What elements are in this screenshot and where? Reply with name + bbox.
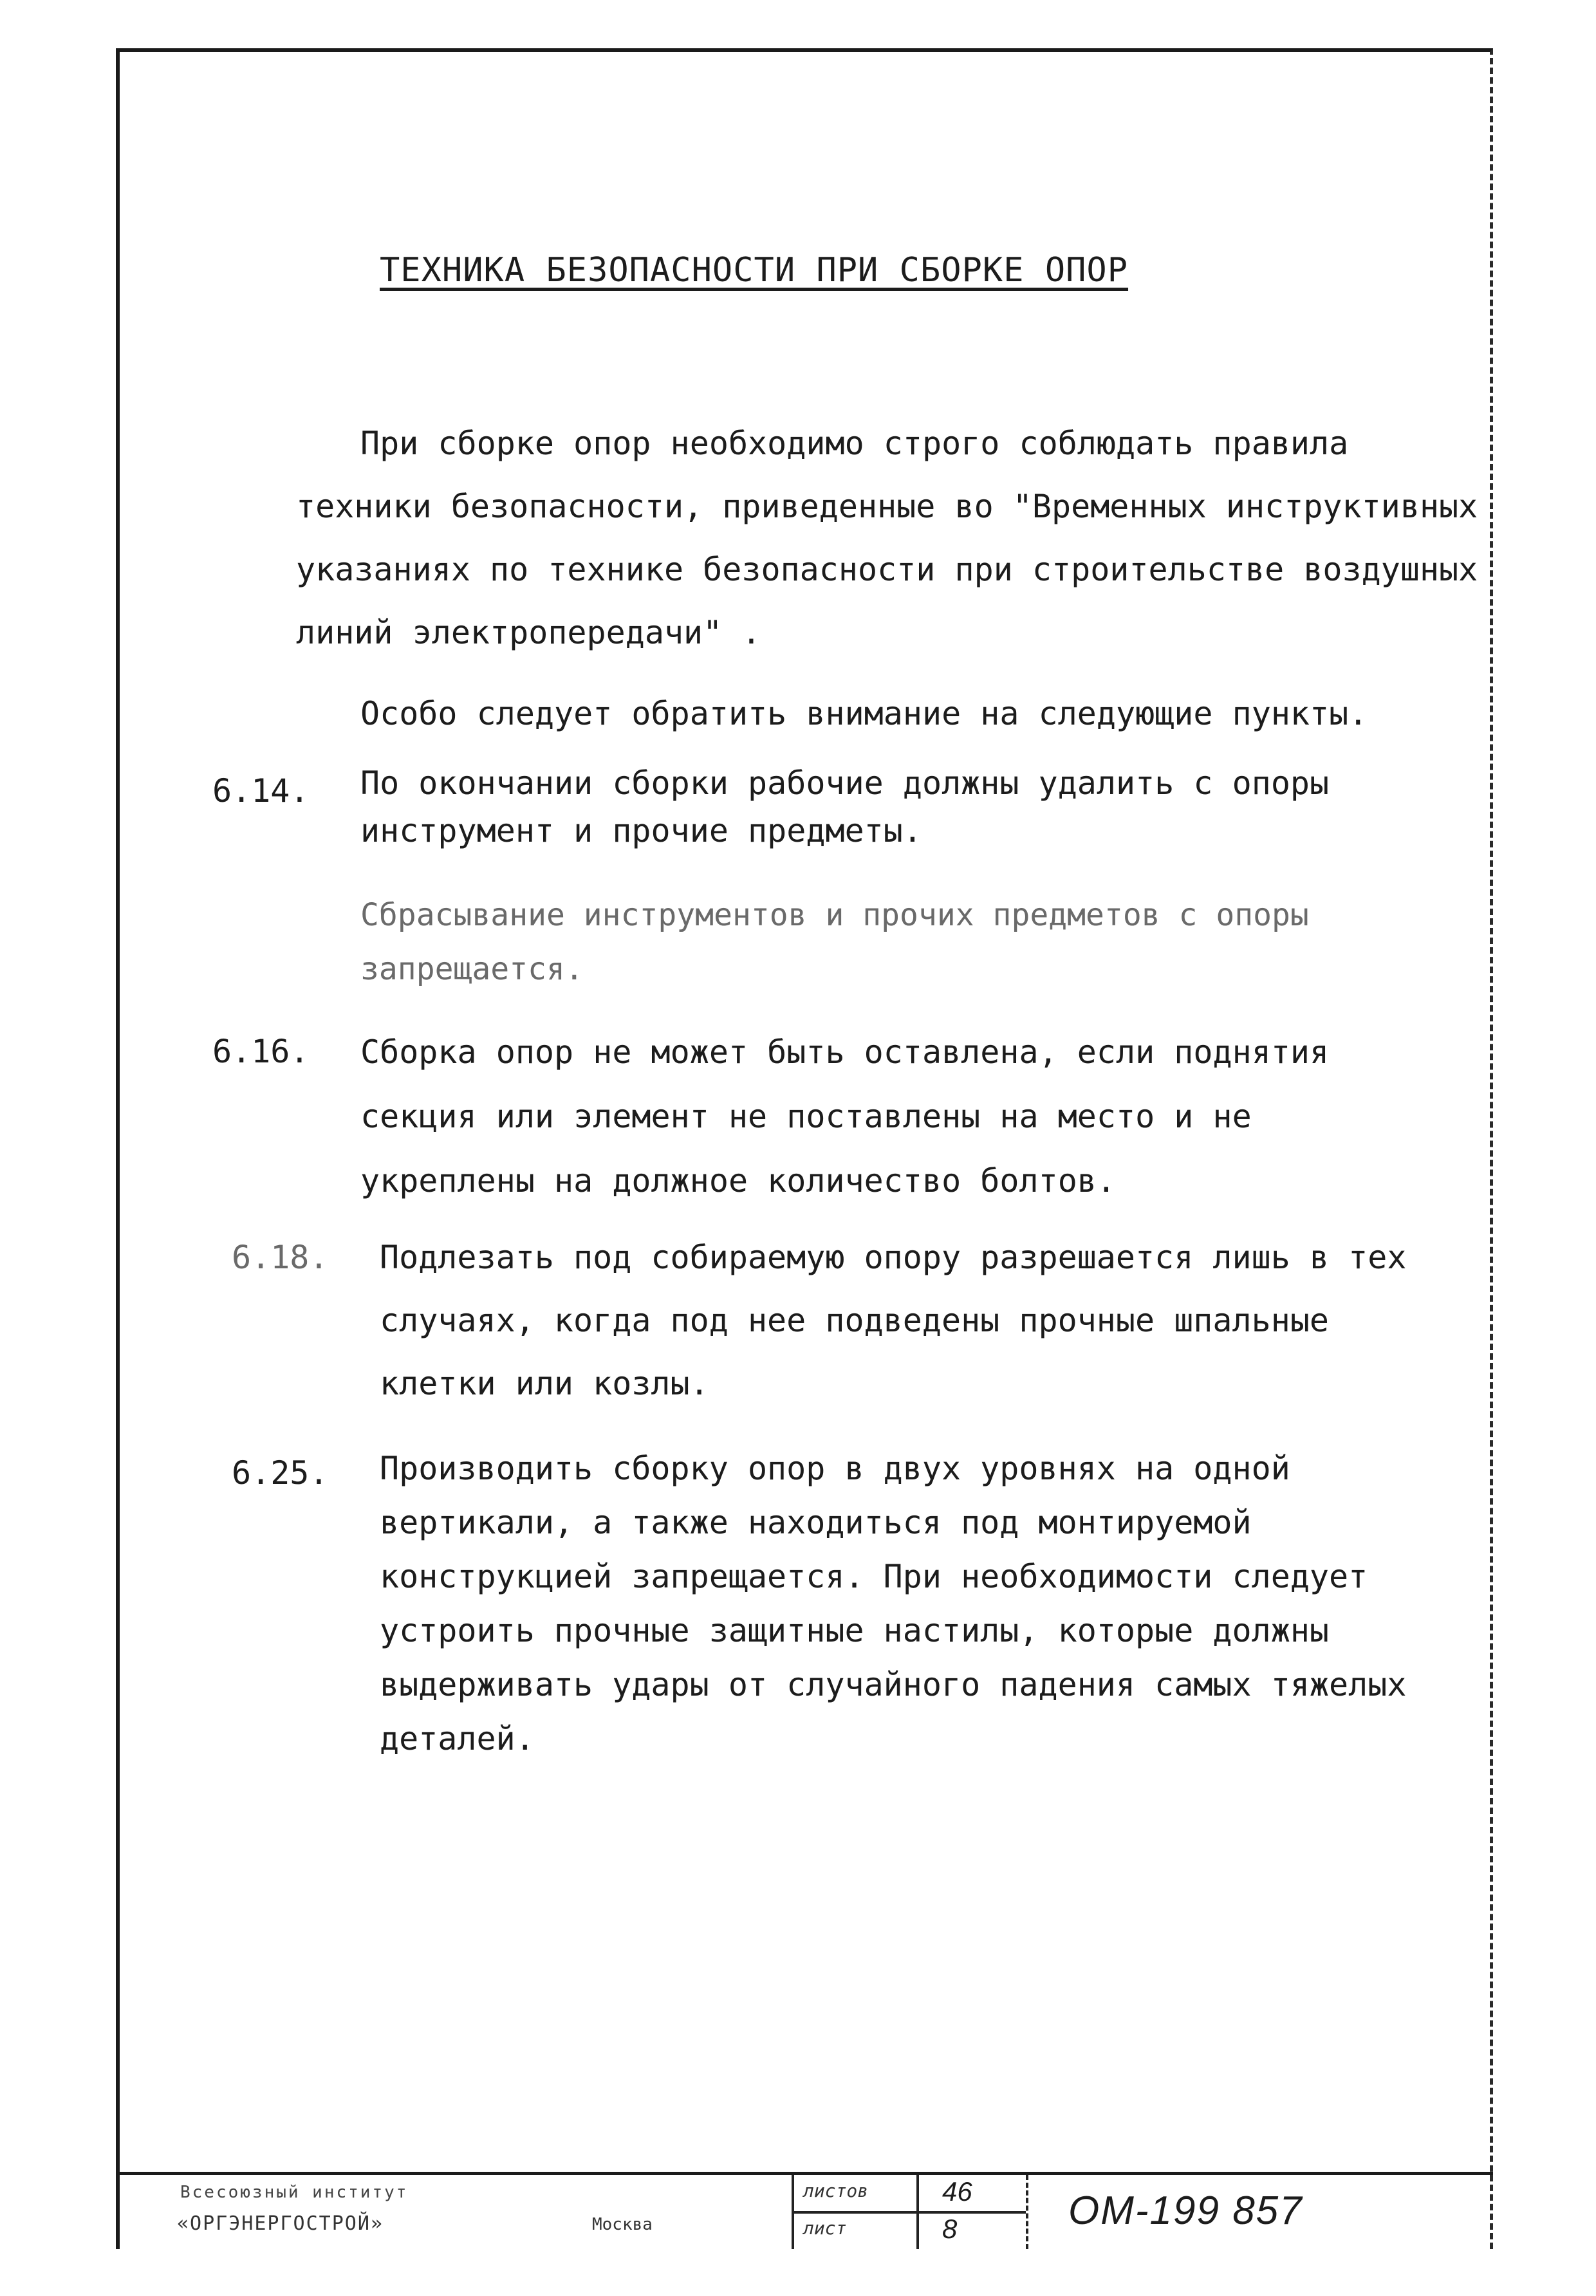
- item-number: 6.14.: [212, 772, 310, 810]
- item-text: Подлезать под собираемую опору разрешается лишь в тех случаях, когда под нее подведены прочные шпальные клетки или козлы.: [380, 1239, 1407, 1402]
- intro-paragraph: При сборке опор необходимо строго соблюдать правила техники безопасности, приведенные во "Временных инструктивных указаниях по технике безопасности при строительстве воздушных линий электропередачи" .: [296, 425, 1478, 651]
- item-text: По окончании сборки рабочие должны удалить с опоры инструмент и прочие предметы.: [360, 764, 1330, 849]
- item-text: Производить сборку опор в двух уровнях на одной вертикали, а также находиться под монтируемой конструкцией запрещается. При необходимости следует устроить прочные защитные настилы, которые должны выдерживать удары от случайного падения самых тяжелых деталей.: [380, 1450, 1407, 1757]
- sheets-label: листов: [803, 2180, 869, 2201]
- sheets-row: [794, 2175, 1026, 2214]
- title-block: [116, 2172, 1493, 2249]
- sheet-value: 8: [942, 2214, 958, 2244]
- sheet-label: лист: [803, 2217, 847, 2239]
- sheets-value: 46: [942, 2176, 972, 2207]
- sheet-info-box: [792, 2175, 1028, 2249]
- item-note: Сбрасывание инструментов и прочих предметов с опоры запрещается.: [360, 897, 1309, 987]
- item-number: 6.18.: [232, 1239, 329, 1276]
- city-label: Москва: [592, 2215, 653, 2234]
- item-number: 6.16.: [212, 1033, 310, 1070]
- document-code: ОМ-199 857: [1068, 2189, 1303, 2233]
- item-text: Сборка опор не может быть оставлена, если поднятия секция или элемент не поставлены на место и не укреплены на должное количество болтов.: [360, 1033, 1330, 1199]
- item-number: 6.25.: [232, 1454, 329, 1492]
- document-title: ТЕХНИКА БЕЗОПАСНОСТИ ПРИ СБОРКЕ ОПОР: [380, 251, 1129, 290]
- attention-paragraph: Особо следует обратить внимание на следующие пункты.: [360, 695, 1368, 732]
- institute-brand: «ОРГЭНЕРГОСТРОЙ»: [177, 2212, 384, 2235]
- sheet-row: [794, 2212, 1026, 2248]
- institute-name: Всесоюзный институт: [180, 2183, 409, 2202]
